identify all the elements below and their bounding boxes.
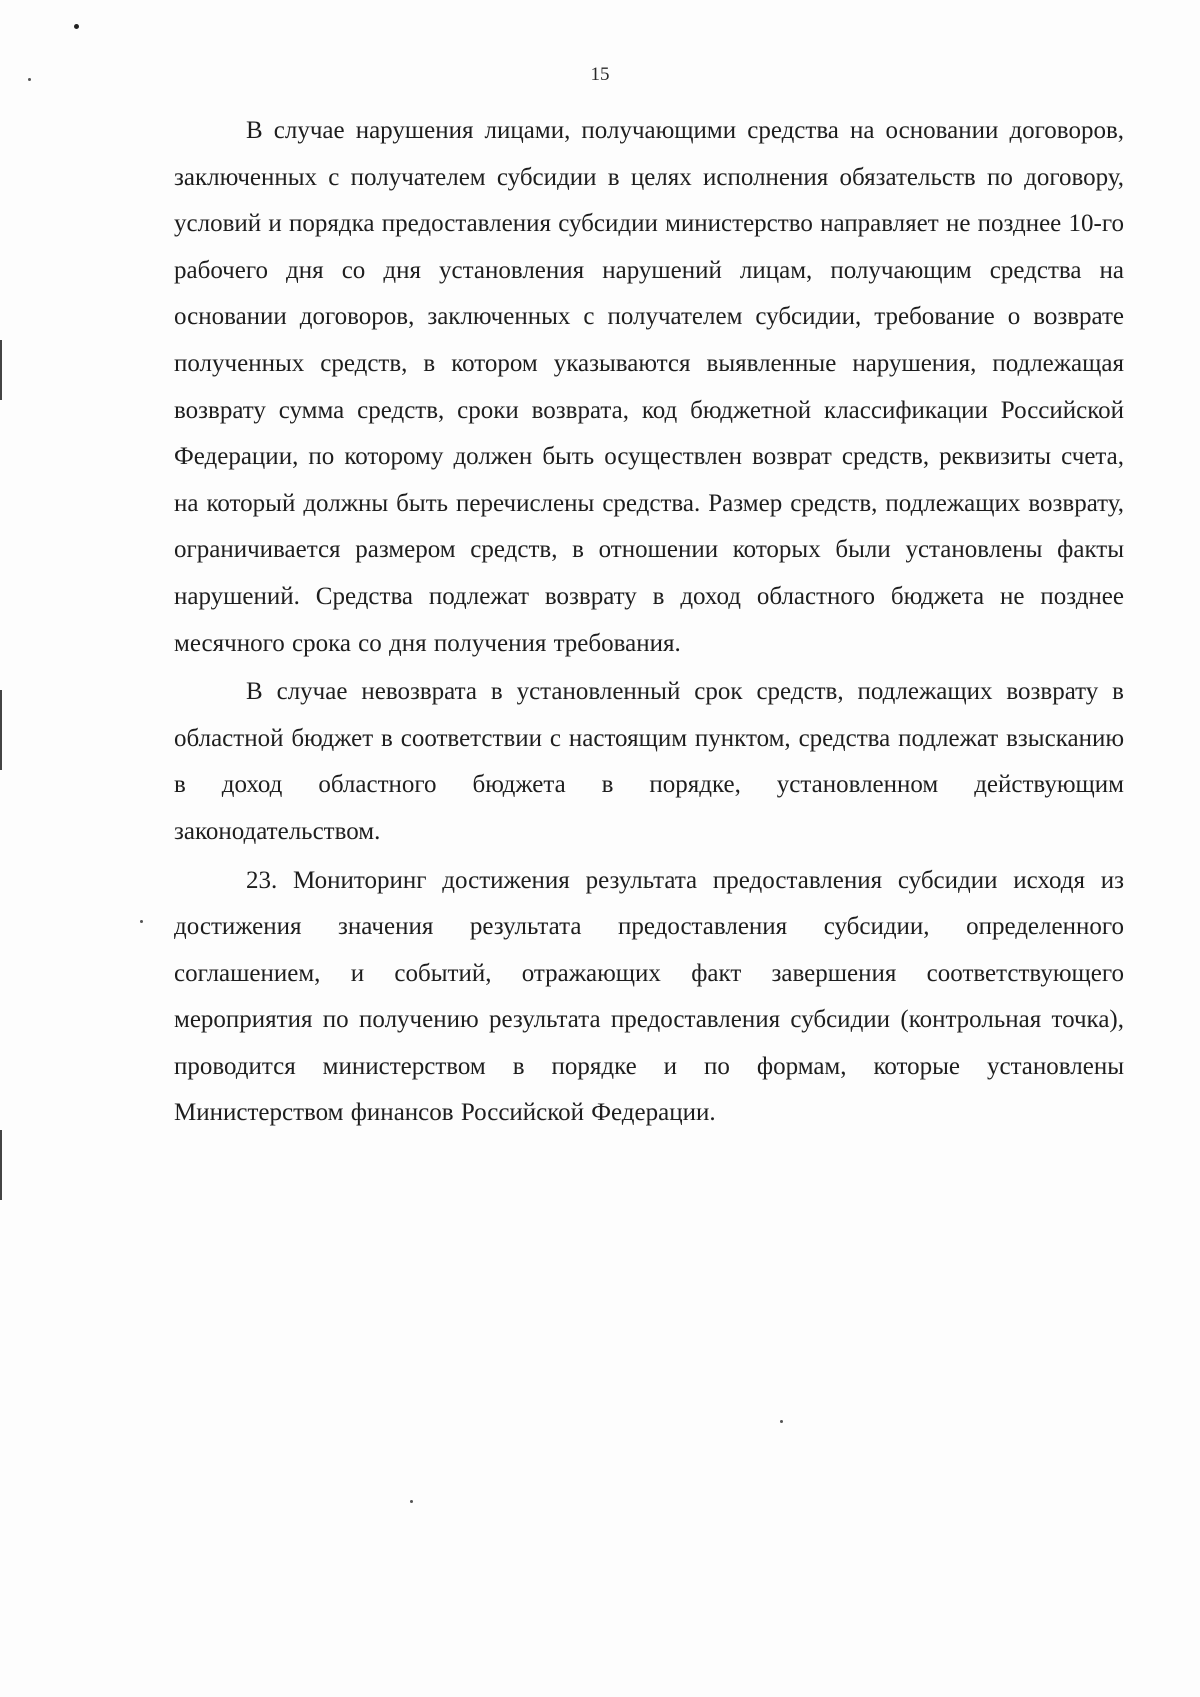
scan-edge-mark [0, 340, 2, 400]
scan-speck [140, 920, 143, 923]
scan-edge-mark [0, 1130, 2, 1200]
paragraph-non-return-recovery: В случае невозврата в установленный срок средств, подлежащих возврату в областной бюджет в соответствии с настоящим пунктом, средства подлежат взысканию в доход областного бюджета в порядке, установленном действующим законодательством. [174, 678, 1124, 845]
paragraph-refund-requirement: В случае нарушения лицами, получающими средства на основании договоров, заключенных с получателем субсидии в целях исполнения обязательств по договору, условий и порядка предоставления субсидии министерство направляет не позднее 10-го рабочего дня со дня установления нарушений лицам, получающим средства на основании договоров, заключенных с получателем субсидии, требование о возврате полученных средств, в котором указываются выявленные нарушения, подлежащая возврату сумма средств, сроки возврата, код бюджетной классификации Российской Федерации, по которому должен быть осуществлен возврат средств, реквизиты счета, на который должны быть перечислены средства. Размер средств, подлежащих возврату, ограничивается размером средств, в отношении которых были установлены факты нарушений. Средства подлежат возврату в доход областного бюджета не позднее месячного срока со дня получения требования. [174, 117, 1124, 657]
paragraph-item-23-monitoring: 23. Мониторинг достижения результата предоставления субсидии исходя из достижения значения результата предоставления субсидии, определенного соглашением, и событий, отражающих факт завершения соответствующего мероприятия по получению результата предоставления субсидии (контрольная точка), проводится министерством в порядке и по формам, которые установлены Министерством финансов Российской Федерации. [174, 866, 1124, 1127]
scan-speck [74, 24, 79, 29]
document-body [174, 108, 1124, 1139]
scan-speck [410, 1500, 413, 1503]
scan-edge-mark [0, 690, 2, 770]
scan-speck [780, 1420, 783, 1423]
page-number: 15 [590, 64, 610, 85]
